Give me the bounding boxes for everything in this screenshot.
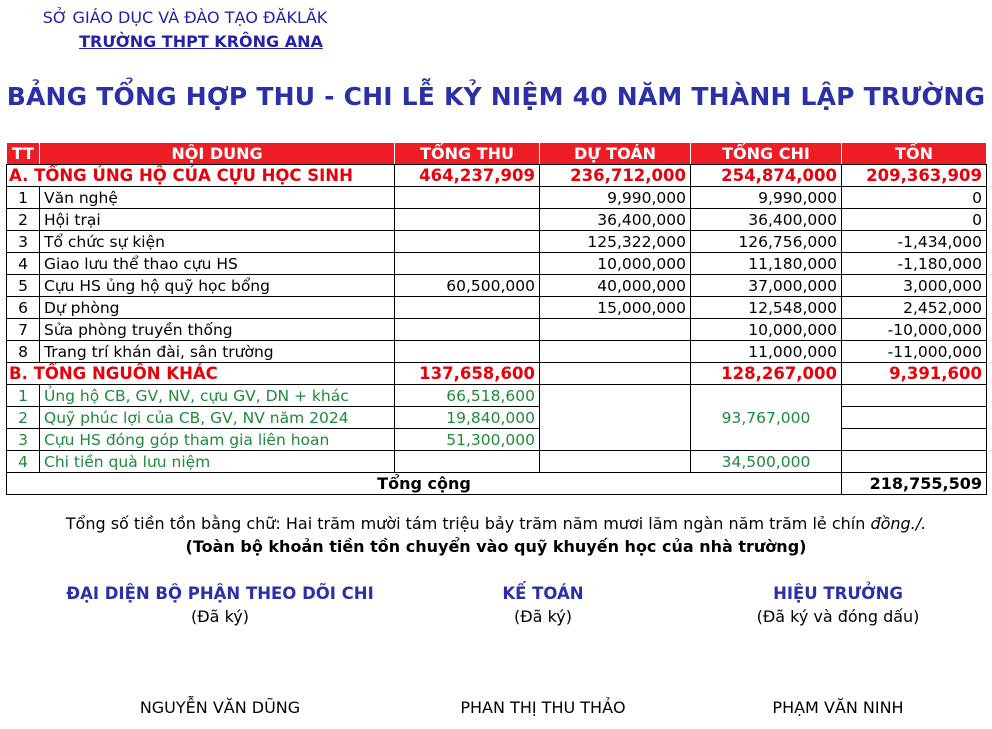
- row-noi-dung: Trang trí khán đài, sân trường: [40, 341, 395, 363]
- row-ton: [842, 429, 987, 451]
- row-tong-thu: 51,300,000: [395, 429, 540, 451]
- row-tong-thu: 19,840,000: [395, 407, 540, 429]
- table-row: [7, 187, 987, 209]
- row-tong-thu: [395, 341, 540, 363]
- table-row: [7, 451, 987, 473]
- signature-name-hieu-truong: PHẠM VĂN NINH: [772, 698, 904, 717]
- col-du-toan: DỰ TOÁN: [540, 143, 691, 165]
- signature-block-ke-toan: [393, 584, 693, 626]
- row-du-toan: 10,000,000: [540, 253, 691, 275]
- row-du-toan: 15,000,000: [540, 297, 691, 319]
- section-a-row: [7, 165, 987, 187]
- row-tong-chi: 36,400,000: [691, 209, 842, 231]
- signature-name-ke-toan: PHAN THỊ THU THẢO: [460, 698, 626, 717]
- total-row: [7, 473, 987, 495]
- row-noi-dung: Cựu HS ủng hộ quỹ học bổng: [40, 275, 395, 297]
- row-tt: 7: [7, 319, 40, 341]
- row-ton: [842, 451, 987, 473]
- row-tong-thu: [395, 209, 540, 231]
- page-title: BẢNG TỔNG HỢP THU - CHI LỄ KỶ NIỆM 40 NĂM THÀNH LẬP TRƯỜNG: [6, 82, 986, 111]
- row-noi-dung: Hội trại: [40, 209, 395, 231]
- row-du-toan: [540, 319, 691, 341]
- row-ton: [842, 407, 987, 429]
- signature-status: (Đã ký): [191, 607, 249, 626]
- table-row: [7, 319, 987, 341]
- row-noi-dung: Văn nghệ: [40, 187, 395, 209]
- section-a-label: A. TỔNG ỦNG HỘ CỦA CỰU HỌC SINH: [7, 165, 395, 187]
- row-ton: -1,434,000: [842, 231, 987, 253]
- col-tt: TT: [7, 143, 40, 165]
- row-du-toan: [540, 451, 691, 473]
- amount-in-words: [0, 514, 992, 533]
- row-ton: [842, 385, 987, 407]
- col-noi-dung: NỘI DUNG: [40, 143, 395, 165]
- row-tong-thu: [395, 231, 540, 253]
- row-ton: 0: [842, 187, 987, 209]
- section-b-row: [7, 363, 987, 385]
- signature-status: (Đã ký): [514, 607, 572, 626]
- row-tong-thu: [395, 253, 540, 275]
- row-tt: 3: [7, 429, 40, 451]
- row-tong-thu: 66,518,600: [395, 385, 540, 407]
- row-du-toan-merged: [540, 385, 691, 451]
- col-ton: TỒN: [842, 143, 987, 165]
- row-ton: -1,180,000: [842, 253, 987, 275]
- row-du-toan: 36,400,000: [540, 209, 691, 231]
- row-tt: 2: [7, 407, 40, 429]
- table-row: [7, 275, 987, 297]
- row-tt: 2: [7, 209, 40, 231]
- signature-block-chi: [40, 584, 400, 626]
- finance-table: [6, 142, 987, 495]
- table-row: [7, 231, 987, 253]
- row-tt: 4: [7, 451, 40, 473]
- row-tong-chi: 34,500,000: [691, 451, 842, 473]
- row-ton: 2,452,000: [842, 297, 987, 319]
- section-b-du-toan: [540, 363, 691, 385]
- total-value: 218,755,509: [842, 473, 987, 495]
- col-tong-thu: TỔNG THU: [395, 143, 540, 165]
- table-row: [7, 253, 987, 275]
- merged-tong-chi: 93,767,000: [691, 385, 842, 451]
- row-tong-thu: [395, 187, 540, 209]
- row-tt: 5: [7, 275, 40, 297]
- row-ton: 0: [842, 209, 987, 231]
- signature-title: HIỆU TRƯỞNG: [773, 584, 903, 603]
- section-b-tong-chi: 128,267,000: [691, 363, 842, 385]
- row-tt: 6: [7, 297, 40, 319]
- row-tt: 4: [7, 253, 40, 275]
- row-noi-dung: Quỹ phúc lợi của CB, GV, NV năm 2024: [40, 407, 395, 429]
- row-du-toan: 40,000,000: [540, 275, 691, 297]
- col-tong-chi: TỔNG CHI: [691, 143, 842, 165]
- department-name: SỞ GIÁO DỤC VÀ ĐÀO TẠO ĐĂKLĂK: [42, 8, 328, 27]
- signature-status: (Đã ký và đóng dấu): [756, 607, 920, 626]
- signature-block-hieu-truong: [688, 584, 988, 626]
- row-ton: -11,000,000: [842, 341, 987, 363]
- row-noi-dung: Tổ chức sự kiện: [40, 231, 395, 253]
- row-tong-chi: 126,756,000: [691, 231, 842, 253]
- school-name: TRƯỜNG THPT KRÔNG ANA: [79, 32, 323, 51]
- signature-name-chi: NGUYỄN VĂN DŨNG: [139, 698, 301, 717]
- section-a-tong-thu: 464,237,909: [395, 165, 540, 187]
- fund-note: (Toàn bộ khoản tiền tồn chuyển vào quỹ khuyến học của nhà trường): [185, 537, 807, 556]
- row-du-toan: 125,322,000: [540, 231, 691, 253]
- row-tong-chi: 11,000,000: [691, 341, 842, 363]
- row-tong-thu: [395, 297, 540, 319]
- row-noi-dung: Dự phòng: [40, 297, 395, 319]
- table-row: [7, 341, 987, 363]
- row-ton: -10,000,000: [842, 319, 987, 341]
- signature-title: KẾ TOÁN: [502, 584, 584, 603]
- total-label: Tổng cộng: [7, 473, 842, 495]
- row-tong-chi: 11,180,000: [691, 253, 842, 275]
- section-b-tong-thu: 137,658,600: [395, 363, 540, 385]
- section-b-label: B. TỔNG NGUỒN KHÁC: [7, 363, 395, 385]
- amount-in-words-text: Tổng số tiền tồn bằng chữ: Hai trăm mười tám triệu bảy trăm năm mươi lăm ngàn năm trăm lẻ chín: [65, 514, 871, 533]
- table-row: [7, 297, 987, 319]
- row-noi-dung: Giao lưu thể thao cựu HS: [40, 253, 395, 275]
- section-a-ton: 209,363,909: [842, 165, 987, 187]
- table-row: [7, 209, 987, 231]
- row-tong-thu: [395, 319, 540, 341]
- table-header-row: [7, 143, 987, 165]
- row-tong-thu: 60,500,000: [395, 275, 540, 297]
- row-du-toan: 9,990,000: [540, 187, 691, 209]
- row-noi-dung: Chi tiền quà lưu niệm: [40, 451, 395, 473]
- signature-title: ĐẠI DIỆN BỘ PHẬN THEO DÕI CHI: [66, 584, 374, 603]
- row-du-toan: [540, 341, 691, 363]
- row-noi-dung: Cựu HS đóng góp tham gia liên hoan: [40, 429, 395, 451]
- row-tong-chi: 37,000,000: [691, 275, 842, 297]
- row-tt: 3: [7, 231, 40, 253]
- row-tt: 1: [7, 187, 40, 209]
- section-b-ton: 9,391,600: [842, 363, 987, 385]
- table-row: [7, 385, 987, 407]
- row-noi-dung: Sửa phòng truyền thống: [40, 319, 395, 341]
- row-tt: 8: [7, 341, 40, 363]
- row-tong-chi: 12,548,000: [691, 297, 842, 319]
- section-a-tong-chi: 254,874,000: [691, 165, 842, 187]
- section-a-du-toan: 236,712,000: [540, 165, 691, 187]
- row-tt: 1: [7, 385, 40, 407]
- row-noi-dung: Ủng hộ CB, GV, NV, cựu GV, DN + khác: [40, 385, 395, 407]
- row-tong-thu: [395, 451, 540, 473]
- row-tong-chi: 9,990,000: [691, 187, 842, 209]
- row-ton: 3,000,000: [842, 275, 987, 297]
- currency-unit: đồng./.: [870, 514, 927, 533]
- row-tong-chi: 10,000,000: [691, 319, 842, 341]
